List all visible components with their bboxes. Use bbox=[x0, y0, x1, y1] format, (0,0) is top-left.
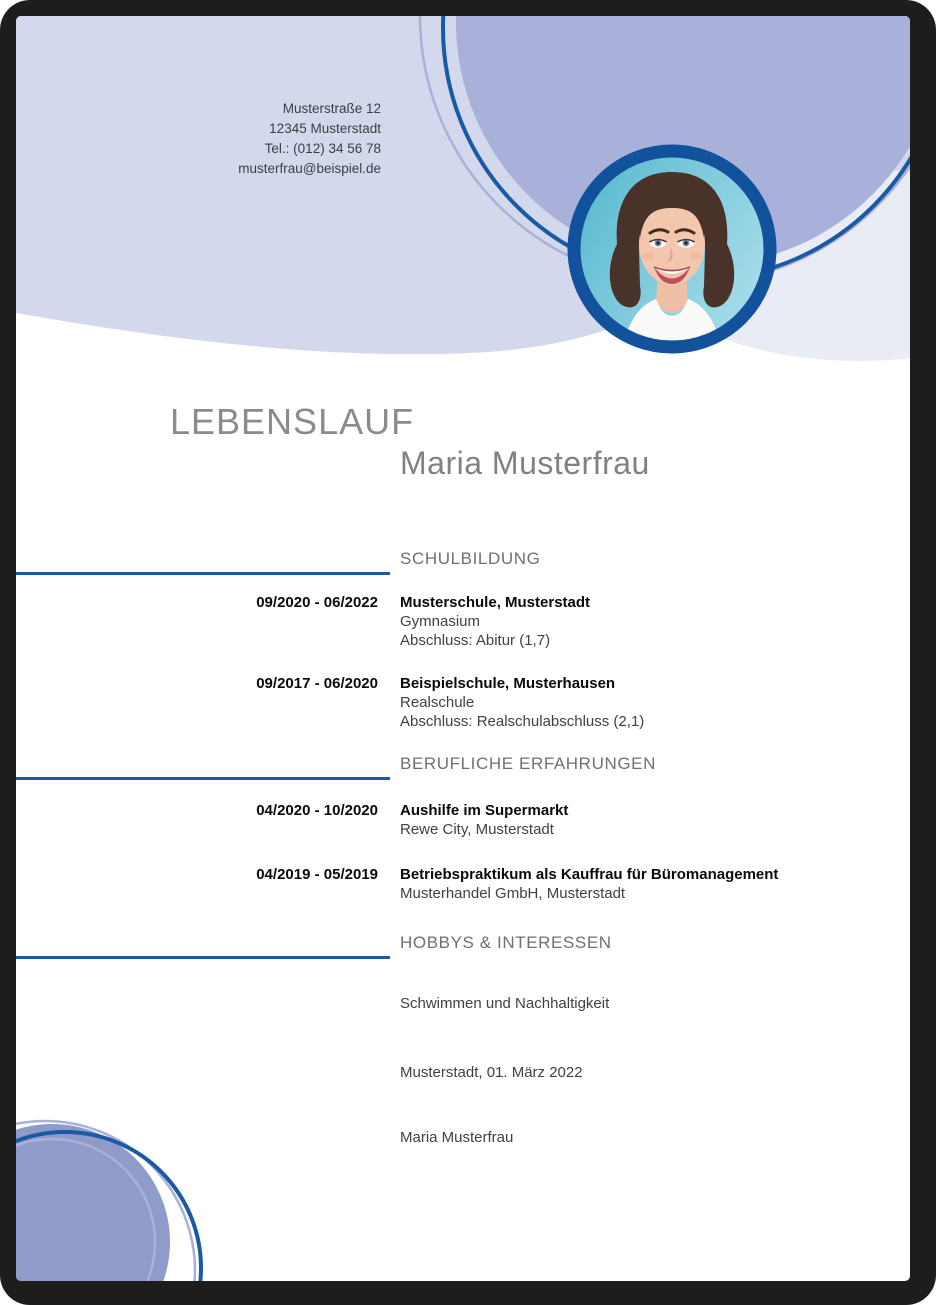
section-hobbys-interessen bbox=[16, 933, 910, 1012]
contact-block bbox=[16, 99, 381, 179]
section-rule bbox=[16, 572, 390, 575]
education-entry bbox=[16, 674, 910, 731]
entry-line: Abschluss: Abitur (1,7) bbox=[400, 632, 551, 649]
document-title: LEBENSLAUF bbox=[170, 401, 415, 442]
entry-title: Aushilfe im Supermarkt bbox=[400, 802, 569, 819]
entry-date: 09/2017 - 06/2020 bbox=[256, 675, 378, 692]
signature-name: Maria Musterfrau bbox=[400, 1129, 514, 1146]
entry-line: Realschule bbox=[400, 694, 475, 711]
place-and-date: Musterstadt, 01. März 2022 bbox=[400, 1064, 583, 1081]
contact-phone: Tel.: (012) 34 56 78 bbox=[264, 141, 381, 156]
entry-line: Musterhandel GmbH, Musterstadt bbox=[400, 885, 626, 902]
corner-decoration bbox=[16, 1101, 256, 1281]
avatar-blush-right bbox=[690, 253, 702, 260]
entry-date: 09/2020 - 06/2022 bbox=[256, 594, 378, 611]
person-name: Maria Musterfrau bbox=[400, 445, 650, 481]
entry-date: 04/2020 - 10/2020 bbox=[256, 802, 378, 819]
section-heading: HOBBYS & INTERESSEN bbox=[400, 933, 612, 952]
portrait-photo bbox=[567, 144, 777, 354]
contact-city: 12345 Musterstadt bbox=[269, 121, 381, 136]
hobby-text: Schwimmen und Nachhaltigkeit bbox=[400, 995, 610, 1012]
entry-line: Abschluss: Realschulabschluss (2,1) bbox=[400, 713, 645, 730]
section-heading: SCHULBILDUNG bbox=[400, 549, 541, 568]
education-entry bbox=[16, 593, 910, 650]
entry-date: 04/2019 - 05/2019 bbox=[256, 866, 378, 883]
section-rule bbox=[16, 777, 390, 780]
work-entry bbox=[16, 801, 910, 839]
contact-street: Musterstraße 12 bbox=[282, 101, 381, 116]
entry-title: Beispielschule, Musterhausen bbox=[400, 675, 616, 692]
section-schulbildung bbox=[16, 549, 910, 731]
work-entry bbox=[16, 865, 910, 903]
avatar-blush-left bbox=[642, 253, 654, 260]
contact-email: musterfrau@beispiel.de bbox=[238, 161, 381, 176]
entry-title: Betriebspraktikum als Kauffrau für Büromanagement bbox=[400, 866, 779, 883]
entry-title: Musterschule, Musterstadt bbox=[400, 594, 591, 611]
entry-line: Rewe City, Musterstadt bbox=[400, 821, 554, 838]
section-berufliche-erfahrungen bbox=[16, 754, 910, 903]
section-rule bbox=[16, 956, 390, 959]
entry-line: Gymnasium bbox=[400, 613, 481, 630]
section-heading: BERUFLICHE ERFAHRUNGEN bbox=[400, 754, 656, 773]
cv-page bbox=[16, 16, 910, 1281]
